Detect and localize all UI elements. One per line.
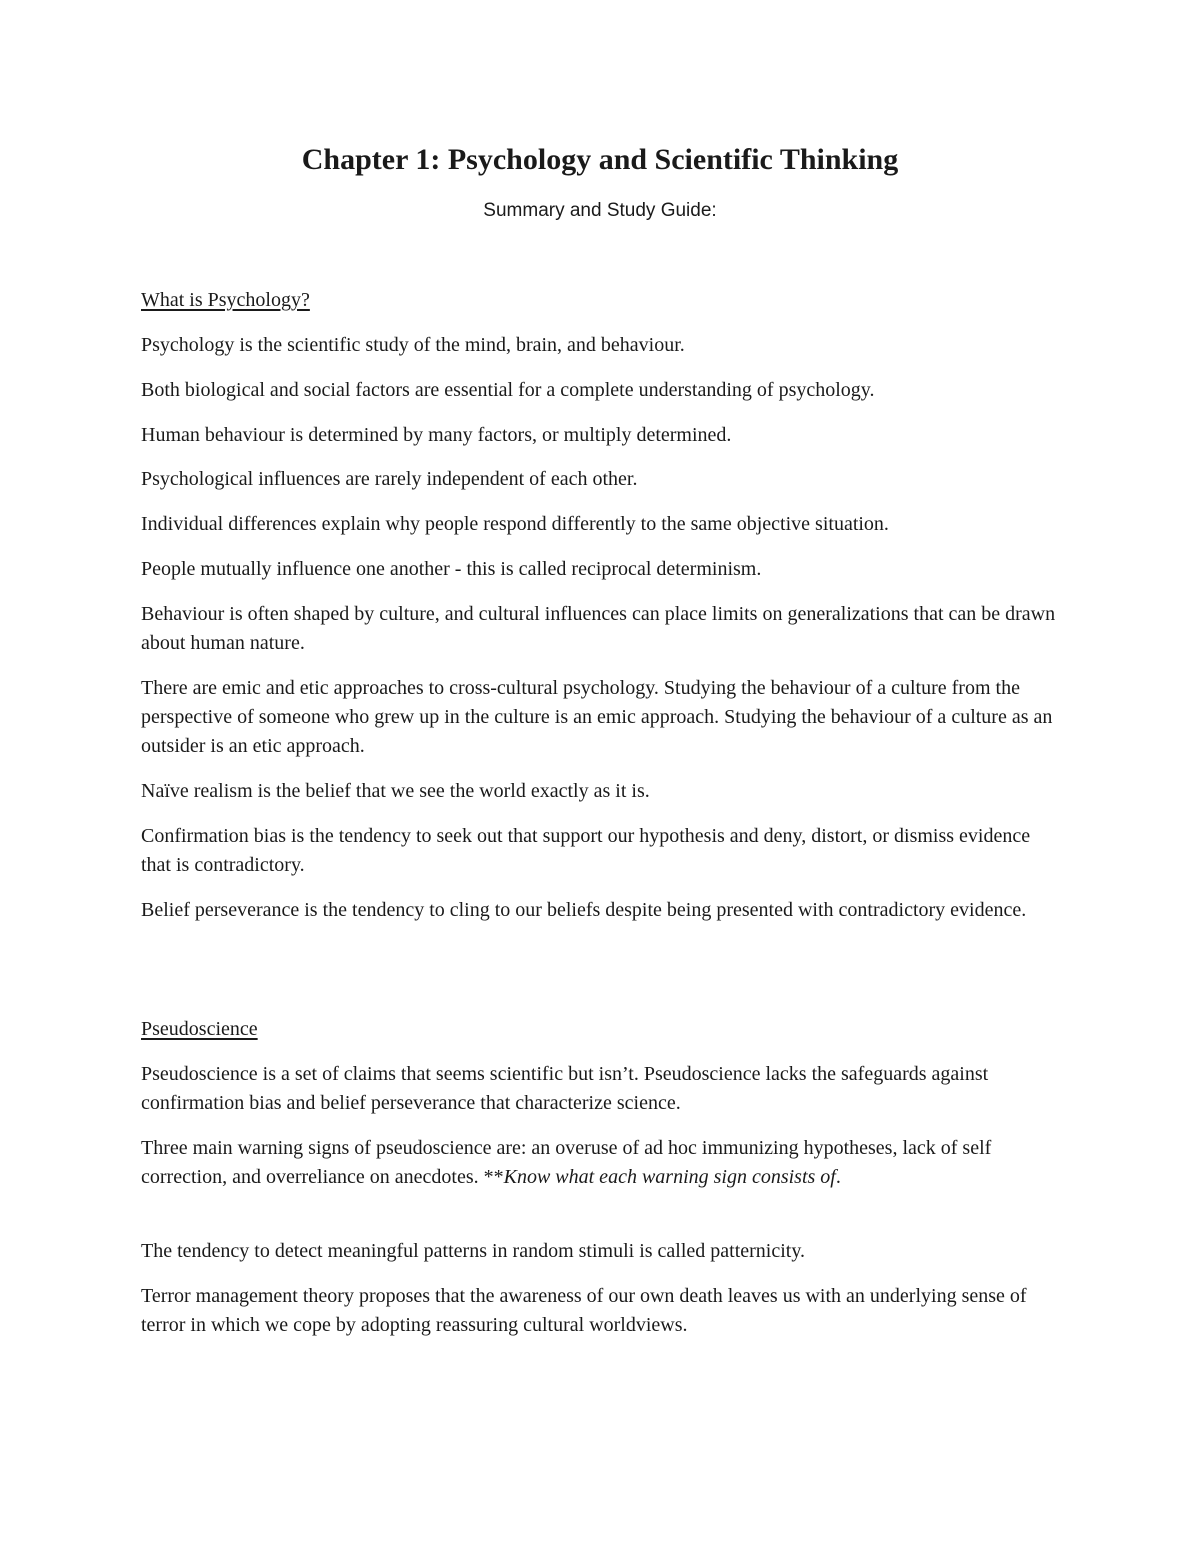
paragraph: There are emic and etic approaches to cross-cultural psychology. Studying the behaviour of a culture from the perspective of someone who grew up in the culture is an emic approach. Studying the behaviour of a culture as an outsider is an etic approach. xyxy=(141,677,1053,757)
paragraph: Both biological and social factors are essential for a complete understanding of psychology. xyxy=(141,379,875,401)
study-note-emphasis: Know what each warning sign consists of xyxy=(503,1166,836,1188)
note-prefix: ** xyxy=(483,1166,504,1188)
paragraph: Confirmation bias is the tendency to seek out that support our hypothesis and deny, distort, or dismiss evidence that is contradictory. xyxy=(141,825,1031,876)
section-heading-pseudoscience: Pseudoscience xyxy=(141,1018,258,1040)
paragraph: Behaviour is often shaped by culture, and cultural influences can place limits on generalizations that can be drawn about human nature. xyxy=(141,603,1056,654)
paragraph: Individual differences explain why people respond differently to the same objective situation. xyxy=(141,513,889,535)
paragraph: People mutually influence one another - this is called reciprocal determinism. xyxy=(141,558,762,580)
section-heading-what-is-psychology: What is Psychology? xyxy=(141,289,310,311)
document-title: Chapter 1: Psychology and Scientific Thinking xyxy=(301,143,899,176)
paragraph: Terror management theory proposes that the awareness of our own death leaves us with an underlying sense of terror in which we cope by adopting reassuring cultural worldviews. xyxy=(141,1285,1027,1336)
paragraph-with-note xyxy=(141,1134,1061,1192)
paragraph-text: Three main warning signs of pseudoscience are: an overuse of ad hoc immunizing hypotheses, lack of self correction, and overreliance on anecdotes. xyxy=(141,1137,992,1188)
paragraph: Belief perseverance is the tendency to cling to our beliefs despite being presented with contradictory evidence. xyxy=(141,899,1027,921)
paragraph: Psychological influences are rarely independent of each other. xyxy=(141,468,638,490)
paragraph: Naïve realism is the belief that we see the world exactly as it is. xyxy=(141,780,650,802)
paragraph: Human behaviour is determined by many factors, or multiply determined. xyxy=(141,424,732,446)
paragraph: Pseudoscience is a set of claims that seems scientific but isn’t. Pseudoscience lacks the safeguards against confirmation bias and belief perseverance that characterize science. xyxy=(141,1063,989,1114)
document-subtitle: Summary and Study Guide: xyxy=(483,200,717,221)
paragraph: The tendency to detect meaningful patterns in random stimuli is called patternicity. xyxy=(141,1240,806,1262)
note-suffix: . xyxy=(835,1166,841,1188)
paragraph: Psychology is the scientific study of the mind, brain, and behaviour. xyxy=(141,334,685,356)
